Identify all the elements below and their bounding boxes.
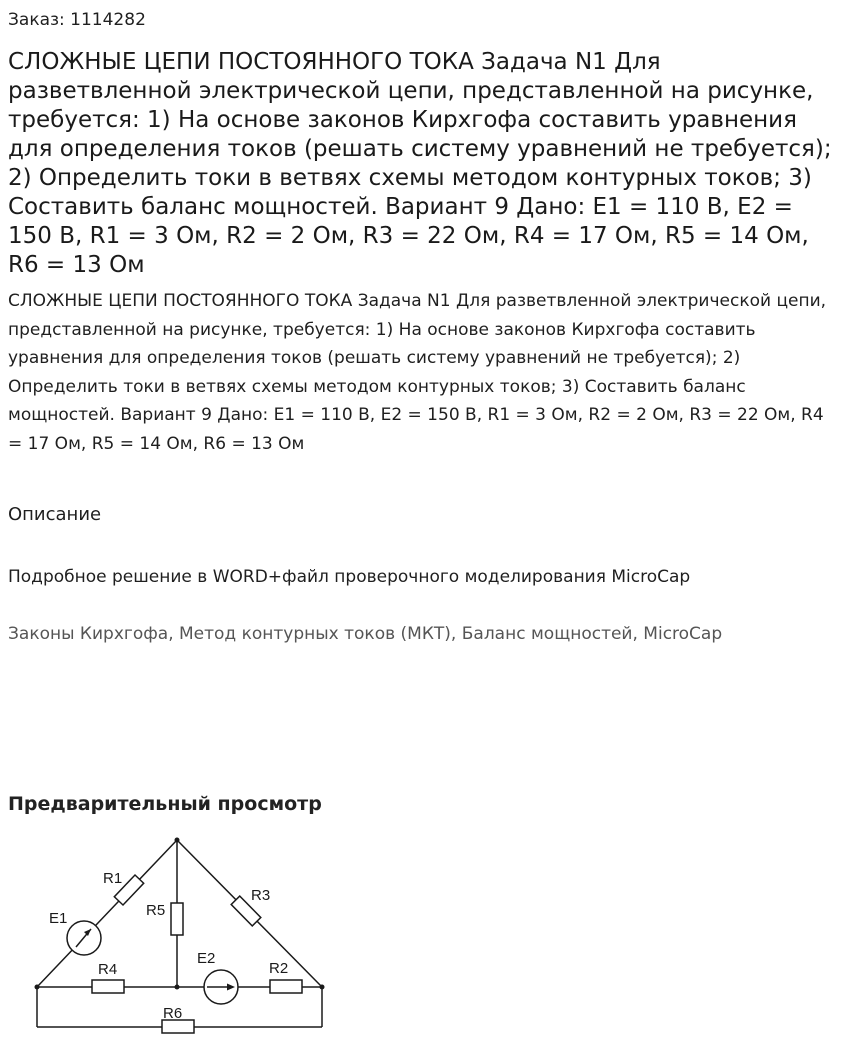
description-text: Подробное решение в WORD+файл проверочного моделирования MicroCap — [8, 567, 691, 587]
resistor-r5 — [171, 903, 183, 935]
tag-separator: , — [632, 624, 638, 644]
resistor-r2 — [270, 980, 302, 993]
task-body: СЛОЖНЫЕ ЦЕПИ ПОСТОЯННОГО ТОКА Задача N1 Для разветвленной электрической цепи, представленной на рисунке, требуется: 1) На основе законов Кирхгофа составить уравнения для определения токов (решать систему уравнений не требуется); 2) Определить токи в ветвях схемы методом контурных токов; 3) Составить баланс мощностей. Вариант 9 Дано: E1 = 110 В, E2 = 150 В, R1 = 3 Ом, R2 = 2 Ом, R3 = 22 Ом, R4 = 17 Ом, R5 = 14 Ом, R6 = 13 Ом — [8, 291, 827, 454]
source-e1 — [67, 921, 101, 955]
tag-link[interactable]: Законы Кирхгофа — [8, 624, 169, 644]
label-r3: R3 — [251, 887, 271, 904]
order-number: Заказ: 1114282 — [8, 10, 146, 30]
resistor-r4 — [92, 980, 124, 993]
task-title: СЛОЖНЫЕ ЦЕПИ ПОСТОЯННОГО ТОКА Задача N1 Для разветвленной электрической цепи, представленной на рисунке, требуется: 1) На основе законов Кирхгофа составить уравнения для определения токов (решать систему уравнений не требуется); 2) Определить токи в ветвях схемы методом контурных токов; 3) Составить баланс мощностей. Вариант 9 Дано: E1 = 110 В, E2 = 150 В, R1 = 3 Ом, R2 = 2 Ом, R3 = 22 Ом, R4 = 17 Ом, R5 = 14 Ом, R6 = 13 Ом — [8, 49, 832, 278]
tag-link[interactable]: Метод контурных токов (МКТ) — [179, 624, 451, 644]
label-e1: E1 — [49, 910, 68, 927]
description-label: Описание — [8, 504, 102, 525]
label-r4: R4 — [98, 961, 118, 978]
tag-link[interactable]: MicroCap — [643, 624, 723, 644]
circuit-diagram — [18, 830, 338, 1040]
preview-title: Предварительный просмотр — [8, 793, 322, 815]
label-r1: R1 — [103, 870, 123, 887]
label-e2: E2 — [197, 950, 216, 967]
label-r6: R6 — [163, 1005, 183, 1022]
label-r2: R2 — [269, 960, 289, 977]
tag-link[interactable]: Баланс мощностей — [461, 624, 633, 644]
tag-list — [8, 621, 722, 647]
tag-separator: , — [450, 624, 457, 644]
label-r5: R5 — [146, 902, 166, 919]
tag-separator: , — [168, 624, 174, 644]
source-e2 — [204, 970, 238, 1004]
